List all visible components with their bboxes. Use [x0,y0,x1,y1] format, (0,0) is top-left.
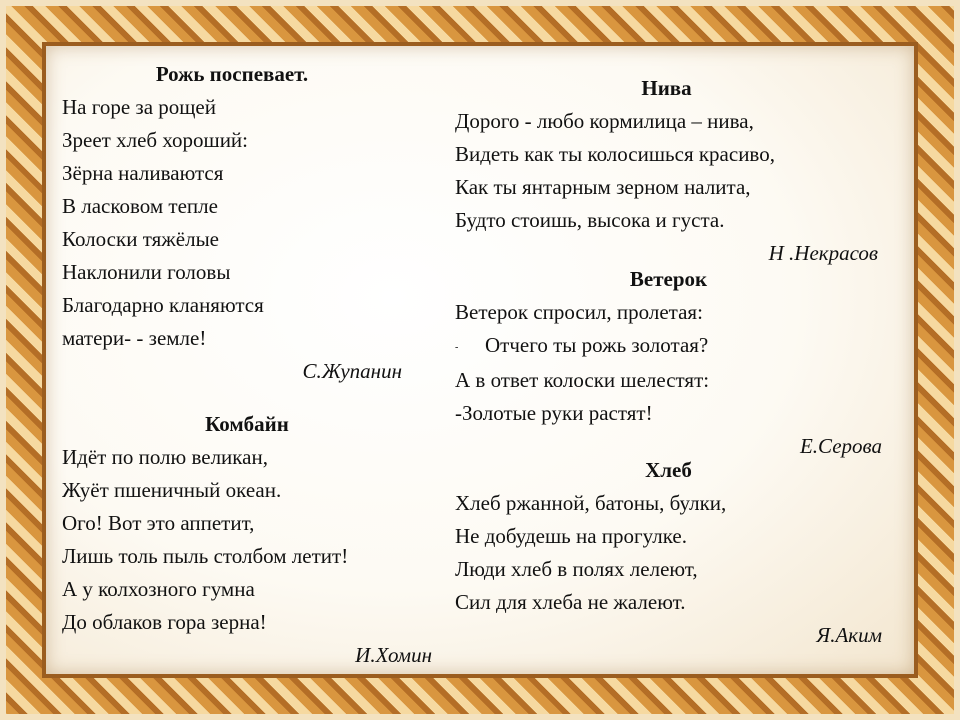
poem-line: Будто стоишь, высока и густа. [455,208,725,232]
poem-rozh-poshevaet [62,58,402,388]
poem-line: Жуёт пшеничный океан. [62,478,282,502]
poem-line: Не добудешь на прогулке. [455,524,687,548]
poem-line: А в ответ колоски шелестят: [455,367,710,392]
poem-kombain [62,408,432,672]
poem-title: Хлеб [645,458,692,482]
poem-line: До облаков гора зерна! [62,610,267,634]
poem-line-indented [455,329,882,364]
line-dash-marker: - [455,341,459,353]
poem-line-text: Отчего ты рожь золотая? [485,333,709,357]
poem-line: Зреет хлеб хороший: [62,128,249,152]
poem-line: А у колхозного гумна [62,577,255,601]
poem-author: Я.Аким [816,623,882,647]
poem-author: С.Жупанин [302,359,402,383]
poem-title: Нива [641,76,692,100]
poem-line: Ветерок спросил, пролетая: [455,300,703,324]
poem-line: Зёрна наливаются [62,161,224,185]
poem-author: Е.Серова [799,433,882,458]
poem-line: Благодарно кланяются [62,293,264,317]
poem-line: На горе за рощей [62,95,216,119]
poem-line: Как ты янтарным зерном налита, [455,175,751,199]
poem-line: Видеть как ты колосишься красиво, [455,142,775,166]
poem-author: Н .Некрасов [768,241,878,265]
poem-title: Комбайн [205,412,289,436]
poem-line: Хлеб ржанной, батоны, булки, [455,491,727,515]
poem-author: И.Хомин [355,643,432,667]
poem-khleb [455,454,882,652]
poem-veterok [455,263,882,463]
poem-title: Ветерок [629,267,708,291]
poem-line: Лишь толь пыль столбом летит! [62,544,349,568]
poem-line: В ласковом тепле [62,194,218,218]
poem-line: -Золотые руки растят! [455,400,653,425]
poem-line: Сил для хлеба не жалеют. [455,590,686,614]
poem-niva [455,72,878,270]
poem-line: Идёт по полю великан, [62,445,268,469]
poem-line: Колоски тяжёлые [62,227,219,251]
poem-line: матери- - земле! [62,326,207,350]
poem-line: Наклонили головы [62,260,231,284]
poem-line: Люди хлеб в полях лелеют, [455,557,698,581]
poem-line: Дорого - любо кормилица – нива, [455,109,754,133]
poem-line: Ого! Вот это аппетит, [62,511,255,535]
poem-title: Рожь поспевает. [155,62,309,86]
